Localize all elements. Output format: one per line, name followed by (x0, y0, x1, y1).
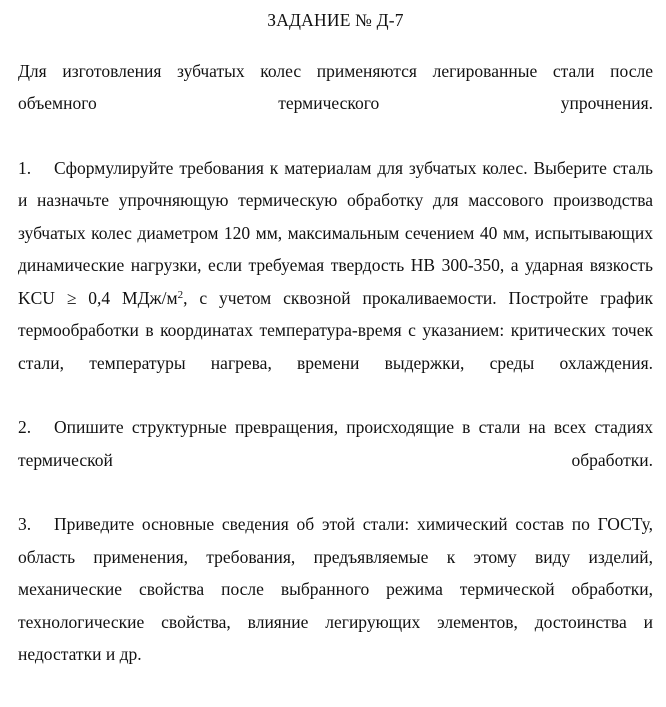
task-text-2: Опишите структурные превращения, происходящие в стали на всех стадиях термической обработки. (18, 417, 653, 470)
task-text-3: Приведите основные сведения об этой стали: химический состав по ГОСТу, область применения, требования, предъявляемые к этому виду изделий, механические свойства после выбранного режима термической обработки, технологические свойства, влияние легирующих элементов, достоинства и недостатки и др. (18, 514, 653, 664)
task-item-1 (18, 152, 653, 380)
intro-paragraph: Для изготовления зубчатых колес применяются легированные стали после объемного термического упрочнения. (18, 60, 653, 113)
task-number-1: 1. (18, 157, 32, 178)
document-title: ЗАДАНИЕ № Д-7 (267, 10, 404, 30)
task-text-1-part2: , с учетом сквозной прокаливаемости. Постройте график термообработки в координатах температура-время с указанием: критических точек стали, температуры нагрева, времени выдержки, среды охлаждения. (18, 287, 653, 373)
task-number-2: 2. (18, 417, 32, 437)
spacer (18, 120, 653, 152)
task-number-3: 3. (18, 514, 32, 534)
task-item-2 (18, 411, 653, 476)
spacer (18, 476, 653, 508)
superscript-2: 2 (177, 288, 184, 301)
task-text-1-part1: Сформулируйте требования к материалам для зубчатых колес. Выберите сталь и назначьте упрочняющую термическую обработку для массового производства зубчатых колес диаметром 120 мм, максимальным сечением 40 мм, испытывающих динамические нагрузки, если требуемая твердость НВ 300-350, а ударная вязкость KCU ≥ 0,4 МДж/м (18, 157, 653, 308)
spacer (18, 379, 653, 411)
task-item-3 (18, 508, 653, 671)
